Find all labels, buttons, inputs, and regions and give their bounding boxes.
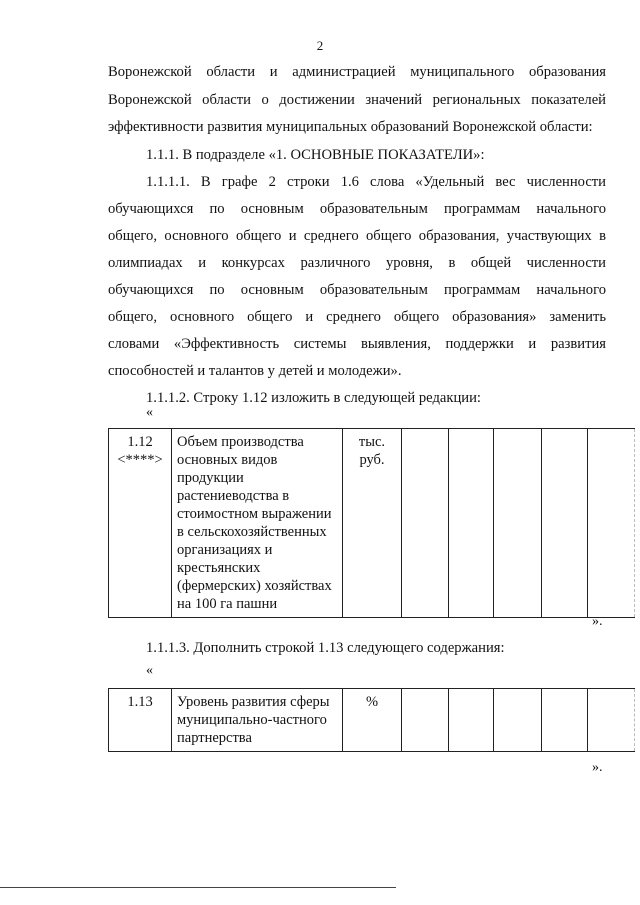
indicator-table-row-1-12 [108, 428, 635, 618]
clause-1-1-1-1-line-1: 1.1.1.1. В графе 2 строки 1.6 слова «Удельный вес численности [146, 174, 606, 190]
opening-quote-1: « [146, 405, 153, 420]
indicator-unit: % [343, 689, 402, 752]
indicator-unit: тыс. руб. [343, 429, 402, 618]
footnote-separator-line [0, 887, 396, 888]
empty-cell [588, 689, 635, 752]
clause-1-1-1-1-line-4: олимпиадах и конкурсах различного уровня, в общей численности [108, 255, 606, 271]
clause-1-1-1-3: 1.1.1.3. Дополнить строкой 1.13 следующего содержания: [146, 640, 505, 656]
empty-cell [494, 689, 542, 752]
empty-cell [402, 429, 449, 618]
empty-cell [494, 429, 542, 618]
empty-cell [588, 429, 635, 618]
clause-1-1-1-1-line-3: общего, основного общего и среднего общего образования, участвующих в [108, 228, 606, 244]
row-number: 1.12 [127, 434, 153, 450]
clause-1-1-1-1-line-8: способностей и талантов у детей и молодежи». [108, 363, 402, 379]
row-number-cell [109, 689, 172, 752]
empty-cell [542, 429, 588, 618]
clause-1-1-1-1-line-7: словами «Эффективность системы выявления, поддержки и развития [108, 336, 606, 352]
indicator-table-row-1-13 [108, 688, 635, 752]
indicator-description: Объем производства основных видов продукции растениеводства в стоимостном выражении в сельскохозяйственных организациях и крестьянских (фермерских) хозяйствах на 100 га пашни [172, 429, 343, 618]
clause-1-1-1: 1.1.1. В подразделе «1. ОСНОВНЫЕ ПОКАЗАТЕЛИ»: [146, 147, 485, 163]
opening-quote-2: « [146, 663, 153, 678]
empty-cell [402, 689, 449, 752]
clause-1-1-1-1-line-2: обучающихся по основным образовательным программам начального [108, 201, 606, 217]
page-number: 2 [316, 38, 324, 53]
indicator-description: Уровень развития сферы муниципально-частного партнерства [172, 689, 343, 752]
clause-1-1-1-1-line-5: обучающихся по основным образовательным программам начального [108, 282, 606, 298]
empty-cell [449, 689, 494, 752]
clause-1-1-1-2: 1.1.1.2. Строку 1.12 изложить в следующей редакции: [146, 390, 481, 406]
empty-cell [449, 429, 494, 618]
intro-line-1: Воронежской области и администрацией муниципального образования [108, 64, 606, 80]
empty-cell [542, 689, 588, 752]
table-row [109, 689, 635, 752]
row-number-cell [109, 429, 172, 618]
row-marker: <****> [117, 452, 163, 468]
closing-quote-2: ». [592, 760, 603, 775]
table-row [109, 429, 635, 618]
clause-1-1-1-1-line-6: общего, основного общего и среднего общего образования» заменить [108, 309, 606, 325]
row-number: 1.13 [127, 694, 153, 710]
intro-line-2: Воронежской области о достижении значений региональных показателей [108, 92, 606, 108]
closing-quote-1: ». [592, 614, 603, 629]
intro-line-3: эффективности развития муниципальных образований Воронежской области: [108, 119, 593, 135]
